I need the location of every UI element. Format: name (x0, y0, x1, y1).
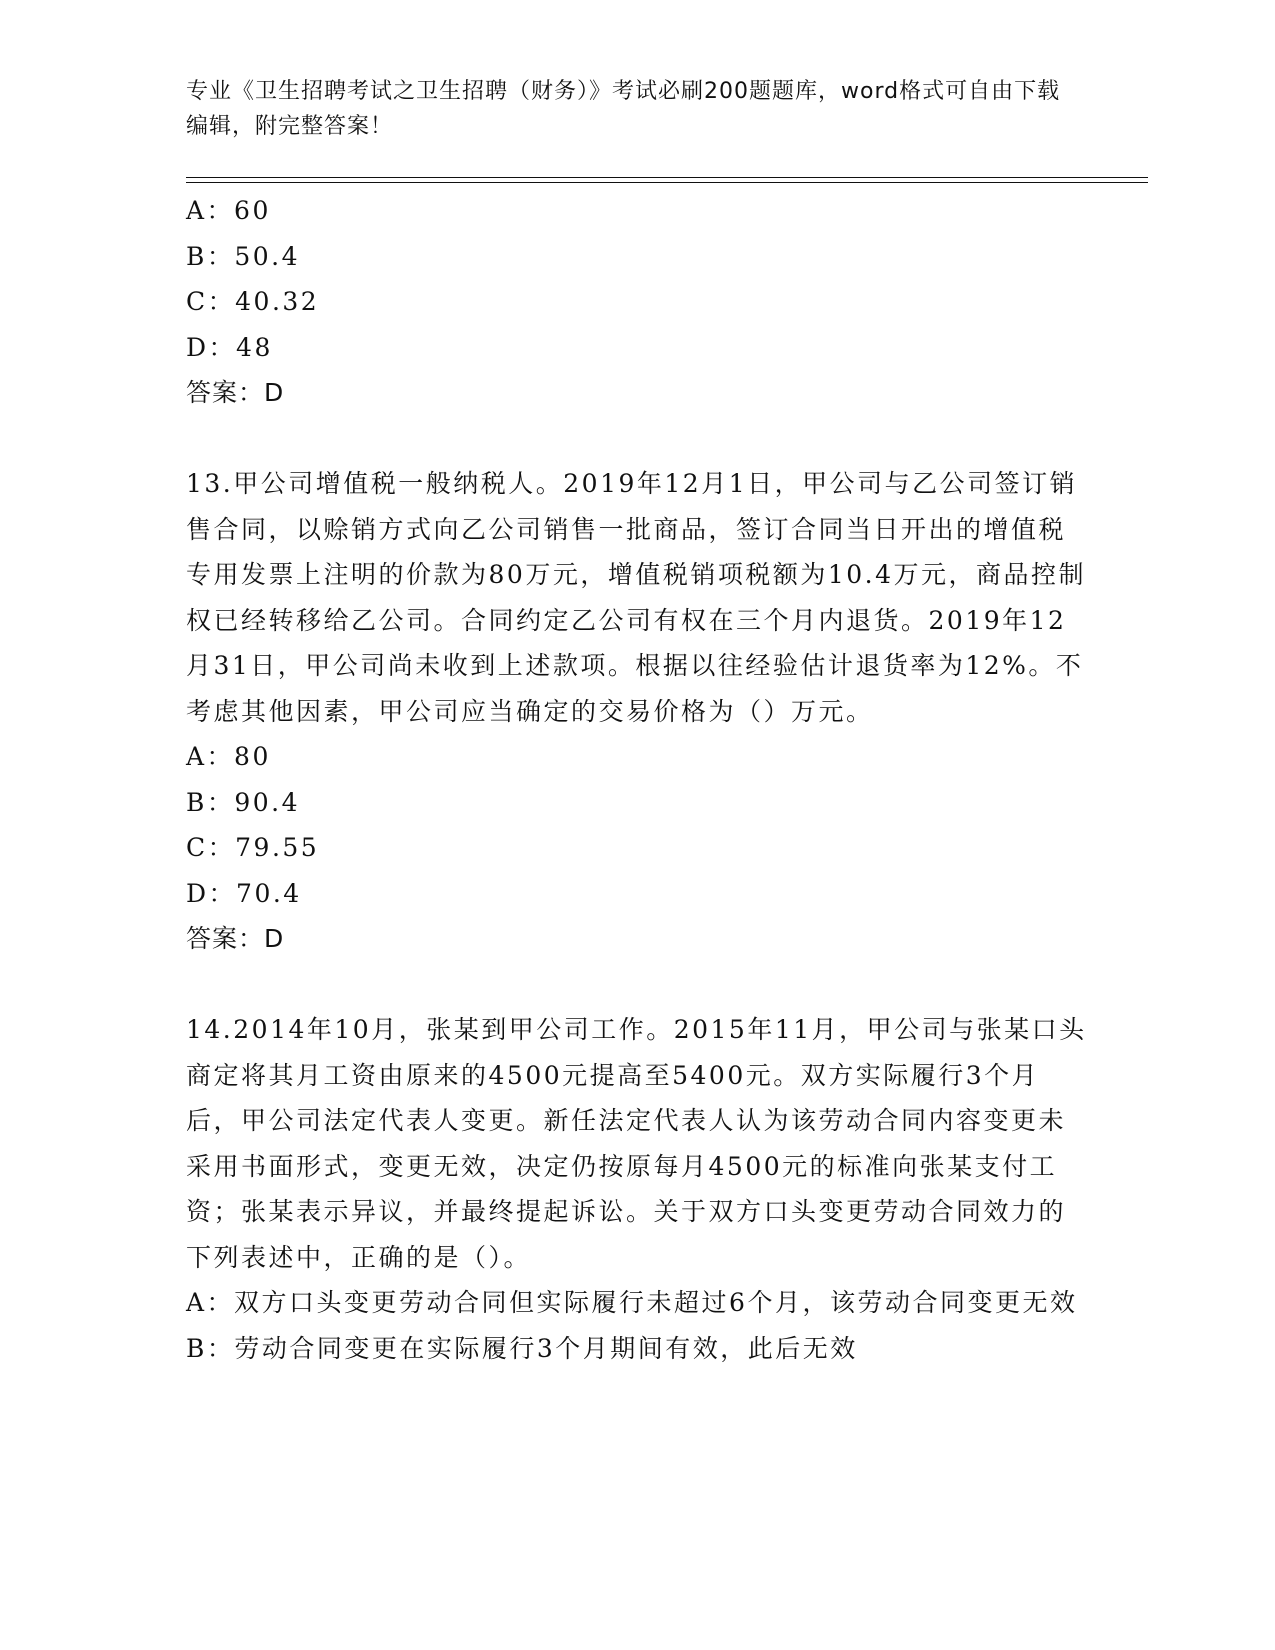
question-14-block (186, 1007, 1091, 1371)
question-stem: 13.甲公司增值税一般纳税人。2019年12月1日，甲公司与乙公司签订销售合同，以赊销方式向乙公司销售一批商品，签订合同当日开出的增值税专用发票上注明的价款为80万元，增值税销项税额为10.4万元，商品控制权已经转移给乙公司。合同约定乙公司有权在三个月内退货。2019年12月31日，甲公司尚未收到上述款项。根据以往经验估计退货率为12%。不考虑其他因素，甲公司应当确定的交易价格为（）万元。 (186, 469, 1086, 726)
spacer (186, 416, 1091, 462)
option-c: C：79.55 (186, 833, 320, 862)
document-body (186, 188, 1091, 1371)
header-rule-bottom (186, 182, 1148, 183)
spacer (186, 962, 1091, 1008)
option-b: B：90.4 (186, 787, 301, 817)
option-d: D：48 (186, 332, 273, 362)
option-a: A：60 (186, 196, 271, 225)
option-d: D：70.4 (186, 878, 302, 908)
option-b: B：50.4 (186, 241, 301, 271)
header-rule-top (186, 177, 1148, 178)
document-header: 专业《卫生招聘考试之卫生招聘（财务）》考试必刷200题题库，word格式可自由下载编辑，附完整答案！ (186, 79, 1061, 139)
answer-line: 答案：D (186, 378, 285, 407)
option-c: C：40.32 (186, 287, 320, 316)
option-a: A：双方口头变更劳动合同但实际履行未超过6个月，该劳动合同变更无效 (186, 1288, 1078, 1317)
option-b: B：劳动合同变更在实际履行3个月期间有效，此后无效 (186, 1333, 858, 1363)
question-12-block (186, 188, 1091, 416)
option-a: A：80 (186, 742, 271, 771)
question-stem: 14.2014年10月，张某到甲公司工作。2015年11月，甲公司与张某口头商定将其月工资由原来的4500元提高至5400元。双方实际履行3个月后，甲公司法定代表人变更。新任法定代表人认为该劳动合同内容变更未采用书面形式，变更无效，决定仍按原每月4500元的标准向张某支付工资；张某表示异议，并最终提起诉讼。关于双方口头变更劳动合同效力的下列表述中，正确的是（）。 (186, 1015, 1087, 1272)
question-13-block (186, 461, 1091, 962)
answer-line: 答案：D (186, 924, 285, 953)
